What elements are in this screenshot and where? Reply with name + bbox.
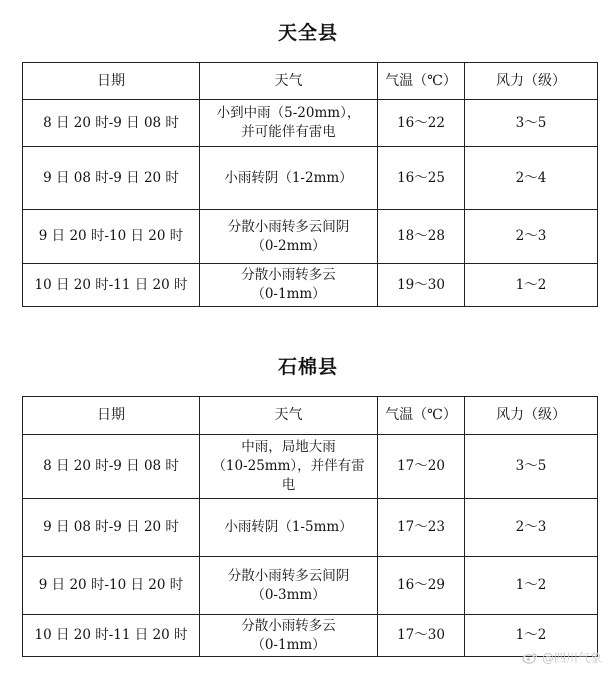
weather-cell: 分散小雨转多云间阴 （0-3mm） [200, 557, 378, 615]
county-title-tianquan: 天全县 [277, 22, 338, 44]
header-wind: 风力（级） [465, 397, 598, 435]
table-row [23, 210, 598, 264]
table-row [23, 499, 598, 557]
table-row [23, 557, 598, 615]
temperature-cell: 19～30 [378, 264, 465, 307]
wind-cell: 2～3 [465, 210, 598, 264]
wind-cell: 2～4 [465, 147, 598, 210]
date-cell: 10 日 20 时-11 日 20 时 [23, 615, 200, 657]
date-cell: 9 日 20 时-10 日 20 时 [23, 210, 200, 264]
forecast-table-shimian [22, 396, 598, 657]
temperature-cell: 17～23 [378, 499, 465, 557]
date-cell: 9 日 20 时-10 日 20 时 [23, 557, 200, 615]
date-cell: 8 日 20 时-9 日 08 时 [23, 435, 200, 499]
header-date: 日期 [23, 397, 200, 435]
date-cell: 9 日 08 时-9 日 20 时 [23, 499, 200, 557]
table-row [23, 264, 598, 307]
header-weather: 天气 [200, 397, 378, 435]
header-wind: 风力（级） [465, 63, 598, 100]
weather-cell: 分散小雨转多云 （0-1mm） [200, 264, 378, 307]
table-row [23, 100, 598, 147]
header-row [23, 63, 598, 100]
county-title-shimian: 石棉县 [277, 356, 338, 378]
weather-cell: 小雨转阴（1-2mm） [200, 147, 378, 210]
date-cell: 9 日 08 时-9 日 20 时 [23, 147, 200, 210]
header-row [23, 397, 598, 435]
wind-cell: 1～2 [465, 615, 598, 657]
weather-cell: 中雨，局地大雨 （10-25mm），并伴有雷 电 [200, 435, 378, 499]
wind-cell: 3～5 [465, 100, 598, 147]
watermark-text: @四川气象 [541, 651, 602, 665]
weather-cell: 分散小雨转多云 （0-1mm） [200, 615, 378, 657]
wind-cell: 2～3 [465, 499, 598, 557]
date-cell: 8 日 20 时-9 日 08 时 [23, 100, 200, 147]
temperature-cell: 16～25 [378, 147, 465, 210]
temperature-cell: 16～29 [378, 557, 465, 615]
wind-cell: 3～5 [465, 435, 598, 499]
temperature-cell: 16～22 [378, 100, 465, 147]
table-row [23, 147, 598, 210]
temperature-cell: 17～20 [378, 435, 465, 499]
header-weather: 天气 [200, 63, 378, 100]
weibo-icon [522, 652, 538, 664]
header-temperature: 气温（℃） [378, 397, 465, 435]
weibo-watermark [522, 649, 602, 666]
date-cell: 10 日 20 时-11 日 20 时 [23, 264, 200, 307]
header-temperature: 气温（℃） [378, 63, 465, 100]
weather-cell: 小到中雨（5-20mm）， 并可能伴有雷电 [200, 100, 378, 147]
wind-cell: 1～2 [465, 557, 598, 615]
header-date: 日期 [23, 63, 200, 100]
temperature-cell: 18～28 [378, 210, 465, 264]
table-row [23, 435, 598, 499]
wind-cell: 1～2 [465, 264, 598, 307]
table-row [23, 615, 598, 657]
weather-cell: 小雨转阴（1-5mm） [200, 499, 378, 557]
forecast-table-tianquan [22, 62, 598, 307]
temperature-cell: 17～30 [378, 615, 465, 657]
weather-cell: 分散小雨转多云间阴 （0-2mm） [200, 210, 378, 264]
